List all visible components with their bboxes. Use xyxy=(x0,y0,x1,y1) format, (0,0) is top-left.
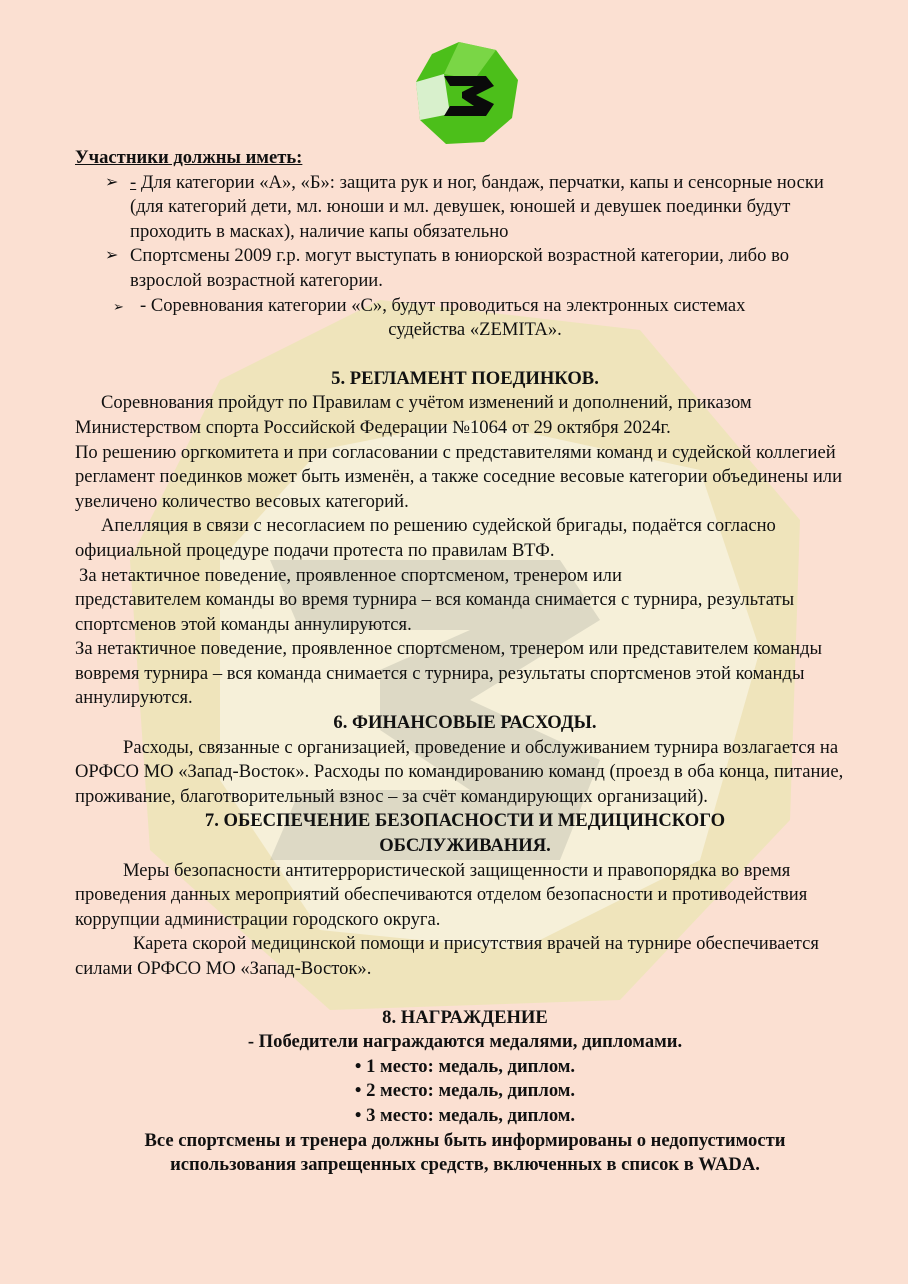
section-6-heading: 6. ФИНАНСОВЫЕ РАСХОДЫ. xyxy=(333,712,597,734)
paragraph: Меры безопасности антитеррористической защищенности и правопорядка во время проведения данных мероприятий обеспечиваются отделом безопасности и противодействия коррупции администрации городского округа. xyxy=(75,859,808,930)
participants-heading: Участники должны иметь: xyxy=(75,147,303,168)
spacer xyxy=(75,982,855,1006)
award-place-2: • 2 место: медаль, диплом. xyxy=(354,1080,576,1102)
award-place-3: • 3 место: медаль, диплом. xyxy=(354,1104,576,1126)
heading-line: 7. ОБЕСПЕЧЕНИЕ БЕЗОПАСНОСТИ И МЕДИЦИНСКОГО xyxy=(204,810,726,832)
wada-notice xyxy=(75,1129,855,1178)
arrow-bullet-icon: ➢ xyxy=(105,173,119,191)
paragraph: Расходы, связанные с организацией, проведение и обслуживанием турнира возлагается на ОРФСО МО «Запад-Восток». Расходы по командированию команд (проезд в оба конца, питание, проживание, благотворительный взнос – за счёт командирующих организаций). xyxy=(75,736,844,807)
dash: - xyxy=(130,171,137,193)
bullet-line: судейства «ZEMITA». xyxy=(388,319,562,341)
paragraph-line: За нетактичное поведение, проявленное спортсменом, тренером или xyxy=(79,564,622,586)
section-8-heading: 8. НАГРАЖДЕНИЕ xyxy=(382,1006,548,1028)
wada-line: Все спортсмены и тренера должны быть информированы о недопустимости xyxy=(144,1129,786,1151)
bullet-text: Для категории «А», «Б»: защита рук и ног, бандаж, перчатки, капы и сенсорные носки (для категорий дети, мл. юноши и мл. девушек, юношей и девушек поединки будут проходить в масках), наличие капы обязательно xyxy=(130,171,824,242)
paragraph xyxy=(75,564,855,589)
section-5-heading: 5. РЕГЛАМЕНТ ПОЕДИНКОВ. xyxy=(331,367,599,389)
paragraph: представителем команды во время турнира – вся команда снимается с турнира, результаты спортсменов этой команды аннулируются. xyxy=(75,589,795,635)
section-7-heading xyxy=(75,809,855,858)
list-item xyxy=(75,294,855,343)
document-body xyxy=(75,146,855,1178)
paragraph: Соревнования пройдут по Правилам с учётом изменений и дополнений, приказом Министерством спорта Российской Федерации №1064 от 29 октября 2024г. xyxy=(75,392,752,438)
list-item xyxy=(75,171,855,245)
wada-line: использования запрещенных средств, включенных в список в WADA. xyxy=(170,1154,760,1176)
paragraph: Карета скорой медицинской помощи и присутствия врачей на турнире обеспечивается силами ОРФСО МО «Запад-Восток». xyxy=(75,933,819,979)
paragraph: По решению оргкомитета и при согласовании с представителями команд и судейской коллегией регламент поединков может быть изменён, а также соседние весовые категории объединены или увеличено количество весовых категорий. xyxy=(75,441,843,512)
award-place-1: • 1 место: медаль, диплом. xyxy=(354,1055,576,1077)
bullet-line xyxy=(75,294,855,319)
bullet-text: - Соревнования категории «С», будут проводиться на электронных системах xyxy=(140,294,746,316)
arrow-bullet-icon: ➢ xyxy=(113,298,124,314)
zemita-logo-icon xyxy=(414,40,520,146)
spacer xyxy=(75,343,855,367)
awards-line: - Победители награждаются медалями, дипломами. xyxy=(247,1031,683,1053)
list-item xyxy=(75,244,855,293)
paragraph: Апелляция в связи с несогласием по решению судейской бригады, подаётся согласно официальной процедуре подачи протеста по правилам ВТФ. xyxy=(75,515,776,561)
arrow-bullet-icon: ➢ xyxy=(105,247,119,265)
bullet-text: Спортсмены 2009 г.р. могут выступать в юниорской возрастной категории, либо во взрослой возрастной категории. xyxy=(130,245,790,291)
heading-line: ОБСЛУЖИВАНИЯ. xyxy=(379,835,551,857)
paragraph: За нетактичное поведение, проявленное спортсменом, тренером или представителем команды вовремя турнира – вся команда снимается с турнира, результаты спортсменов этой команды аннулируются. xyxy=(75,638,823,709)
